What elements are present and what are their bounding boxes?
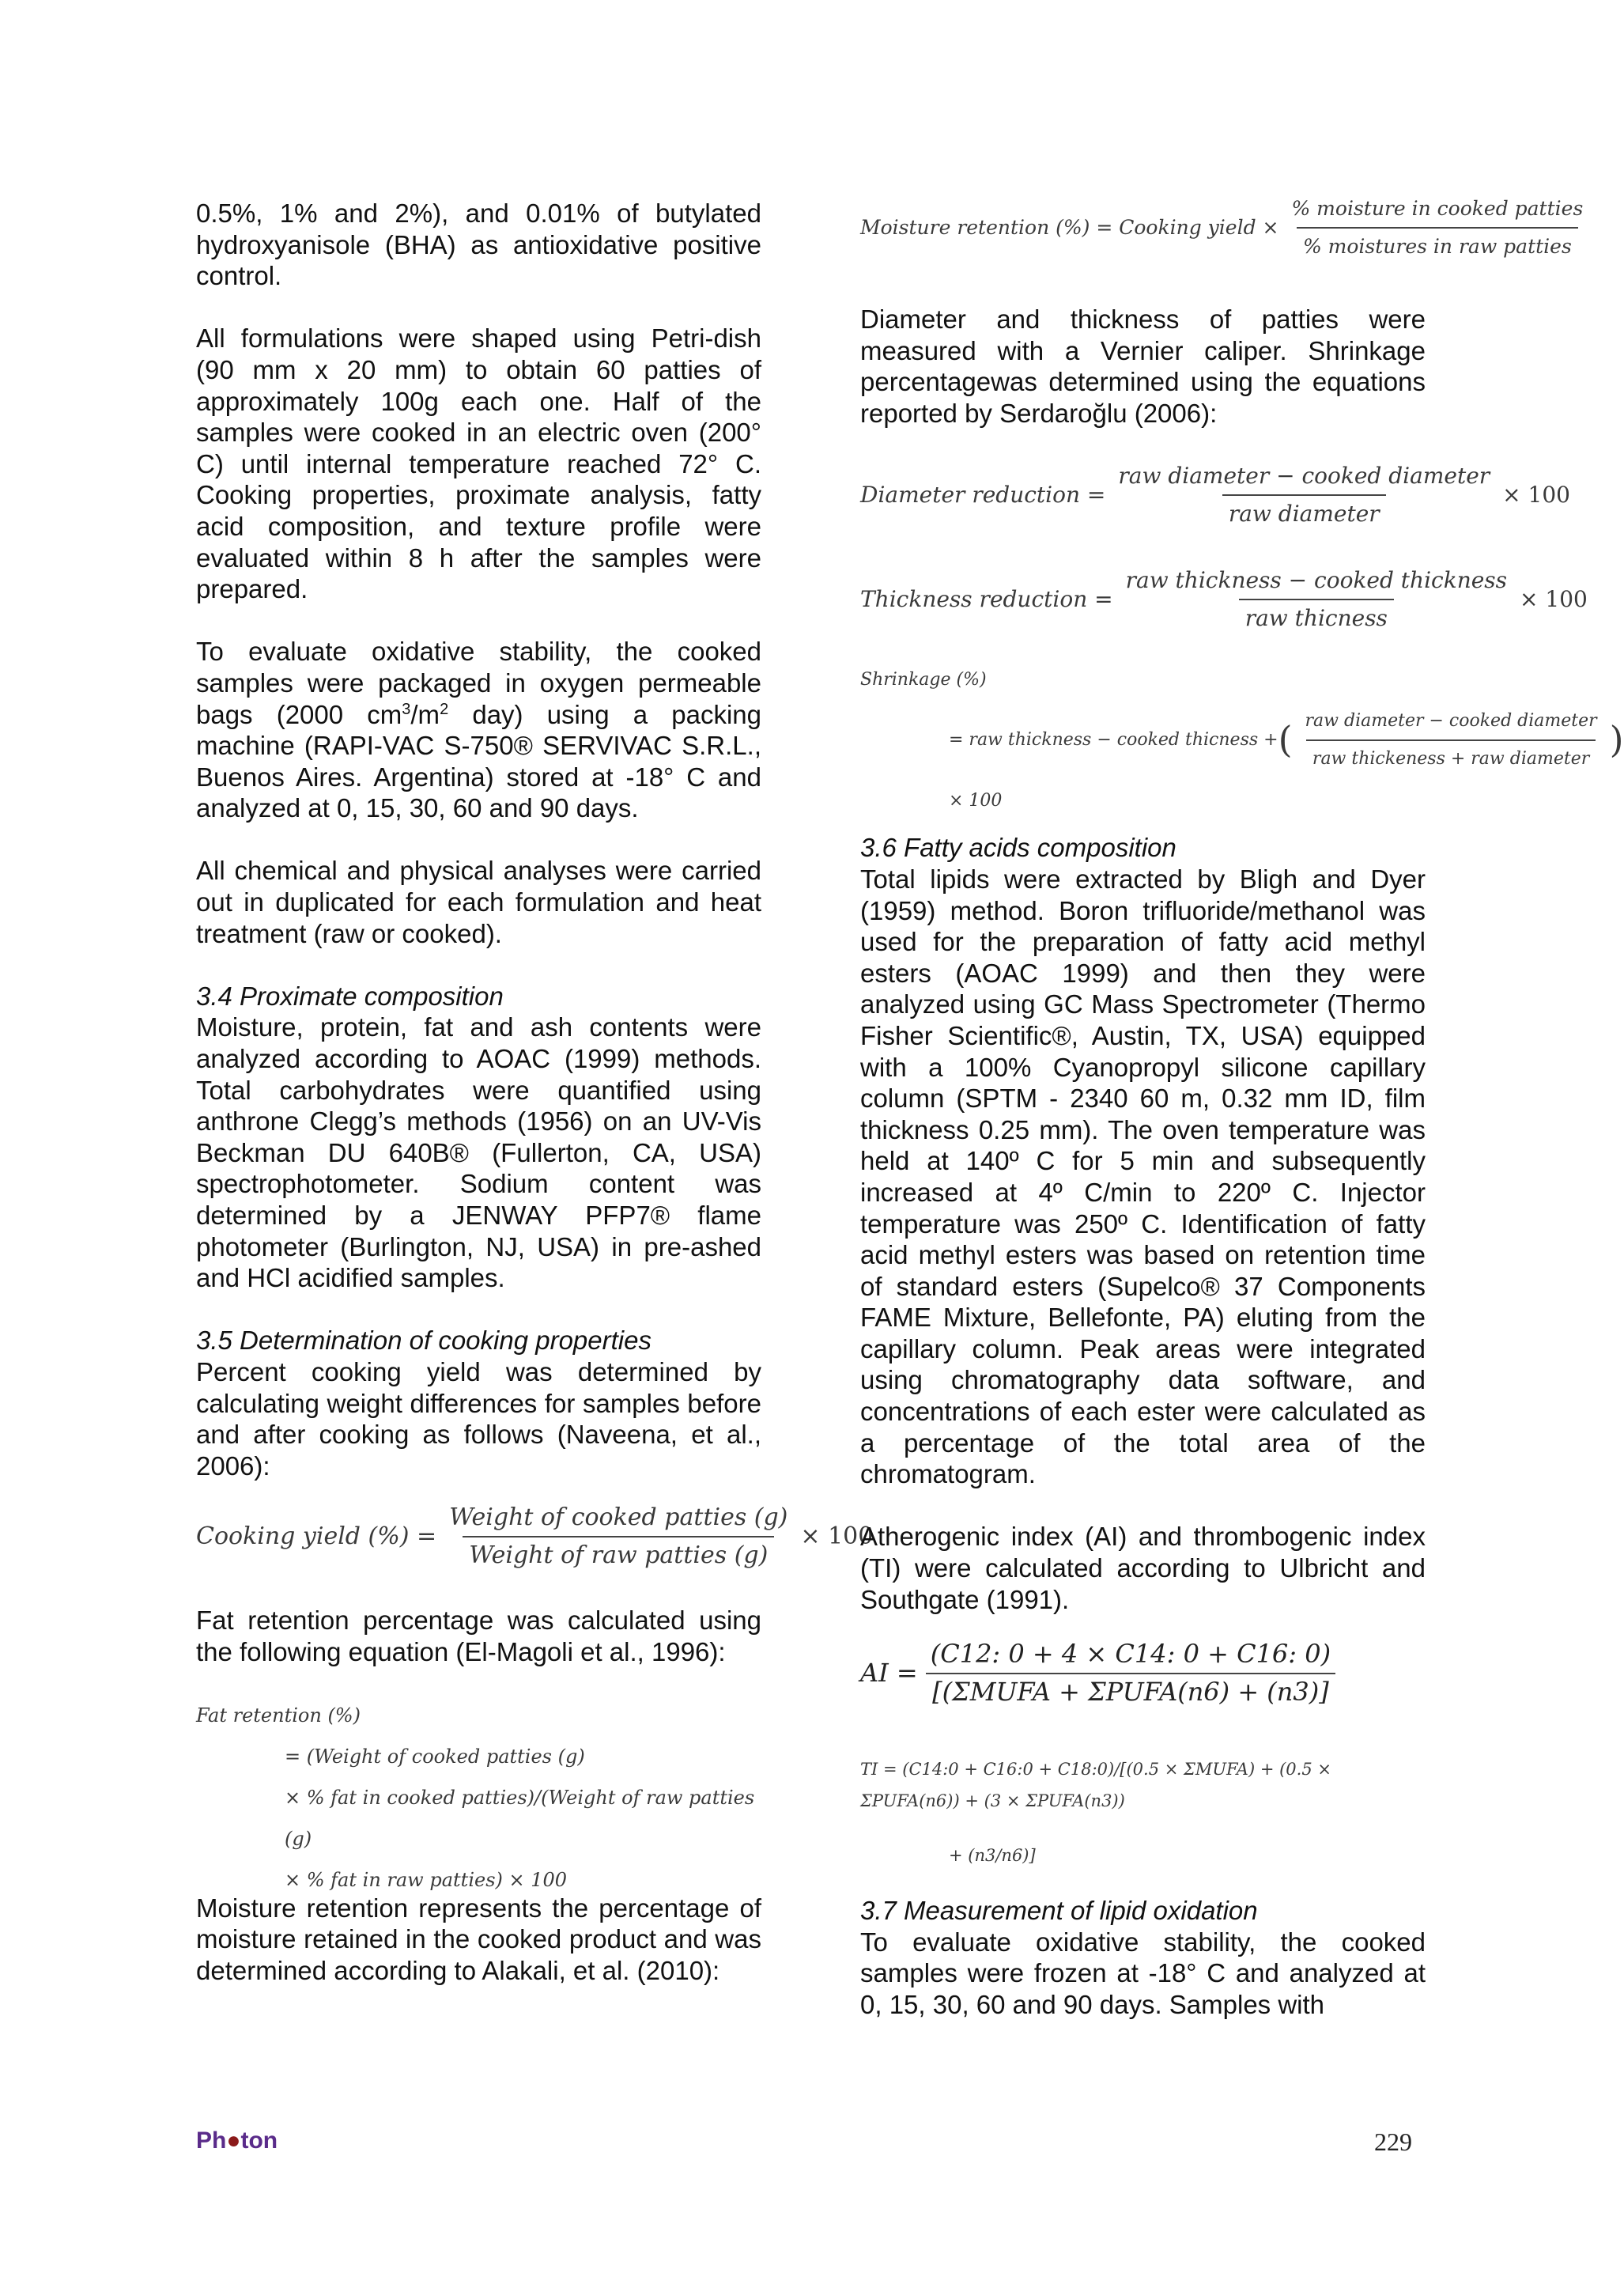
- equation-atherogenic-index: AI = $\frac{(C12: 0 + 4 \times C14: 0 + C16: 0)}{\text{[(ΣMUFA + ΣPUFA(n6) + (n3)]}}$: [860, 1639, 1426, 1740]
- paragraph-fatty-acids: Total lipids were extracted by Bligh and Dyer (1959) method. Boron trifluoride/methanol was used for the preparation of fatty acid methyl esters (AOAC 1999) and then they were analyzed using GC Mass Spectrometer (Thermo Fisher Scientific®, Austin, TX, USA) equipped with a 100% Cyanopropyl silicone capillary column (SPTM - 2340 60 m, 0.32 mm ID, film thickness 0.25 mm). The oven temperature was held at 140º C for 5 min and subsequently increased at 4º C/min to 220º C. Injector temperature was 250º C. Identification of fatty acid methyl esters was based on retention time of standard esters (Supelco® 37 Components FAME Mixture, Bellefonte, PA) eluting from the capillary column. Peak areas were integrated using chromatography data software, and concentrations of each ester were calculated as a percentage of the total area of the chromatogram.: [860, 864, 1426, 1489]
- equation-diameter-reduction: Diameter reduction = $\frac{\text{raw diameter − cooked diameter}}{\text{raw diameter}}$ × 100: [860, 460, 1426, 549]
- paragraph-oxidative-stability: To evaluate oxidative stability, the cooked samples were packaged in oxygen permeable bags (2000 $cm^3/m^2$ day) using a packing machine (RAPI-VAC S-750® SERVIVAC S.R.L., Buenos Aires. Argentina) stored at -18° C and analyzed at 0, 15, 30, 60 and 90 days.: [196, 637, 761, 823]
- paragraph-ai-ti: Atherogenic index (AI) and thrombogenic index (TI) were calculated according to Ulbricht and Southgate (1991).: [860, 1522, 1426, 1614]
- equation-fat-retention: Fat retention (%) = (Weight of cooked patties (g) × % fat in cooked patties)/(Weight of raw patties (g) × % fat in raw patties) × 100: [196, 1704, 755, 1891]
- equation-moisture-retention: Moisture retention (%) = Cooking yield × $\frac{\text{\% moisture in cooked patties}}{\text{\% moistures in raw patties}}$: [860, 193, 1426, 275]
- right-column: [860, 197, 1624, 2021]
- paragraph-proximate: Moisture, protein, fat and ash contents were analyzed according to AOAC (1999) methods. Total carbohydrates were quantified using anthrone Clegg’s methods (1956) on an UV-Vis Beckman DU 640B® (Fullerton, CA, USA) spectrophotometer. Sodium content was determined by a JENWAY PFP7® flame photometer (Burlington, NJ, USA) in pre-ashed and HCl acidified samples.: [196, 1012, 761, 1293]
- equation-shrinkage: Shrinkage (%) = raw thickness − cooked thicness + ( $\frac{\text{raw diameter − cooked diameter}}{\text{raw thickeness + raw diameter}}$ ) × 100: [860, 670, 1624, 811]
- section-heading-3-6: 3.6 Fatty acids composition: [860, 833, 1176, 863]
- left-column: [196, 198, 874, 1986]
- paragraph-bha: 0.5%, 1% and 2%), and 0.01% of butylated hydroxyanisole (BHA) as antioxidative positive control.: [196, 199, 761, 291]
- journal-logo: Ph●ton: [196, 2127, 278, 2154]
- paragraph-fat-retention: Fat retention percentage was calculated using the following equation (El-Magoli et al., 1996):: [196, 1606, 761, 1666]
- paragraph-cooking-yield: Percent cooking yield was determined by calculating weight differences for samples before and after cooking as follows (Naveena, et al., 2006):: [196, 1356, 761, 1481]
- paragraph-formulations: All formulations were shaped using Petri-dish (90 mm x 20 mm) to obtain 60 patties of approximately 100g each one. Half of the samples were cooked in an electric oven (200° C) until internal temperature reached 72° C. Cooking properties, proximate analysis, fatty acid composition, and texture profile were evaluated within 8 h after the samples were prepared.: [196, 323, 761, 604]
- paragraph-diameter-thickness: Diameter and thickness of patties were measured with a Vernier caliper. Shrinkage percentagewas determined using the equations reported by Serdaroğlu (2006):: [860, 304, 1426, 428]
- section-heading-3-7: 3.7 Measurement of lipid oxidation: [860, 1896, 1258, 1926]
- paragraph-analyses: All chemical and physical analyses were carried out in duplicated for each formulation and heat treatment (raw or cooked).: [196, 856, 761, 948]
- paragraph-moisture-retention: Moisture retention represents the percentage of moisture retained in the cooked product and was determined according to Alakali, et al. (2010):: [196, 1893, 761, 1985]
- equation-thrombogenic-index: TI = (C14:0 + C16:0 + C18:0)/[(0.5 × ΣMUFA) + (0.5 × ΣPUFA(n6)) + (3 × ΣPUFA(n3)) + (n3/n6)]: [860, 1760, 1331, 1866]
- section-heading-3-4: 3.4 Proximate composition: [196, 981, 504, 1011]
- paragraph-lipid-oxidation: To evaluate oxidative stability, the cooked samples were frozen at -18° C and analyzed at 0, 15, 30, 60 and 90 days. Samples with: [860, 1927, 1426, 2019]
- equation-thickness-reduction: Thickness reduction = $\frac{\text{raw thickness − cooked thickness}}{\text{raw thicness}}$ × 100: [860, 565, 1426, 653]
- section-heading-3-5: 3.5 Determination of cooking properties: [196, 1326, 651, 1356]
- equation-cooking-yield: Cooking yield (%) = $\frac{\text{Weight of cooked patties (g)}}{\text{Weight of raw patties (g)}}$ × 100: [196, 1502, 761, 1573]
- page-number: 229: [1374, 2127, 1412, 2156]
